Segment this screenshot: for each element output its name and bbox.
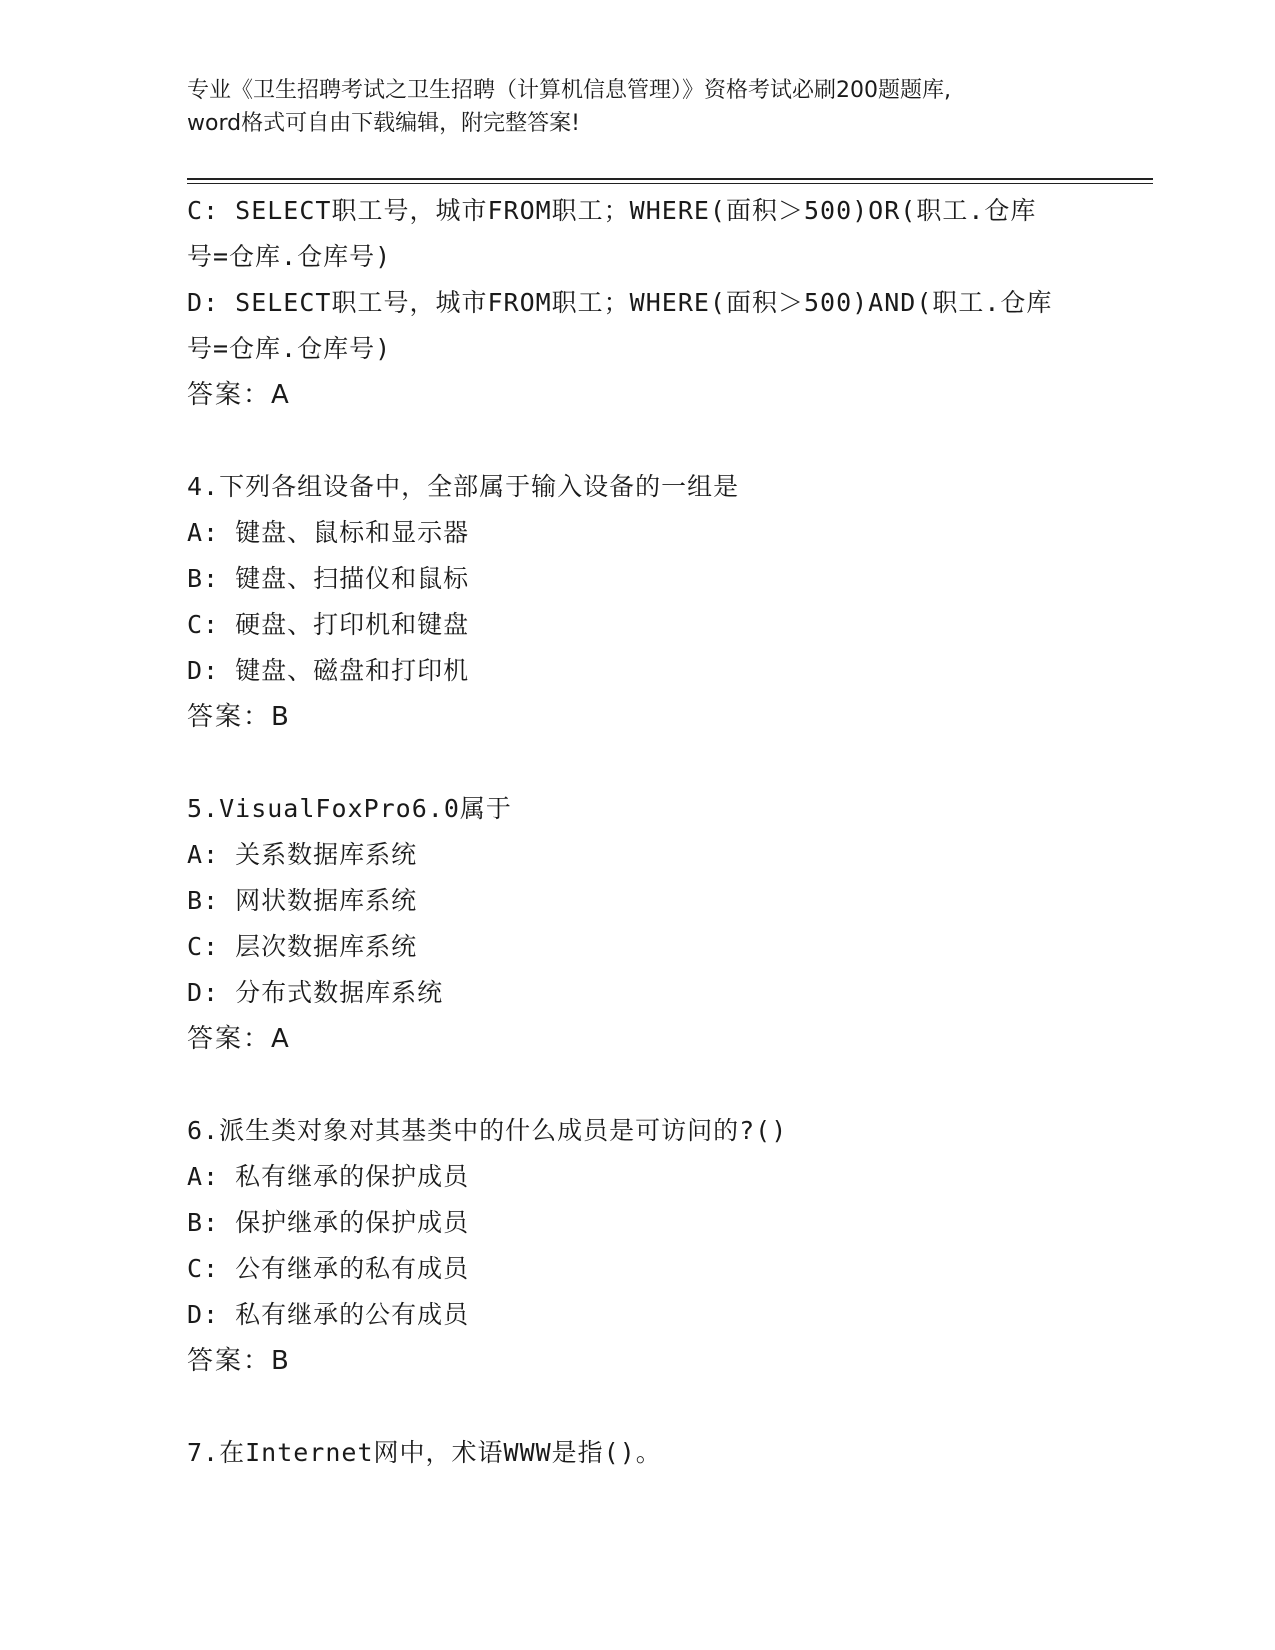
spacer — [187, 740, 1087, 786]
option-b: B: 网状数据库系统 — [187, 886, 418, 915]
header-title-line-1: 专业《卫生招聘考试之卫生招聘（计算机信息管理）》资格考试必刷200题题库, — [187, 78, 951, 103]
question-stem: 7.在Internet网中，术语WWW是指()。 — [187, 1438, 662, 1467]
option-c: C: 硬盘、打印机和键盘 — [187, 610, 470, 639]
answer-line: 答案：B — [187, 1346, 291, 1376]
option-line: C: SELECT职工号，城市FROM职工；WHERE(面积＞500)OR(职工.仓库 — [187, 196, 1037, 225]
option-b: B: 键盘、扫描仪和鼠标 — [187, 564, 470, 593]
option-a: A: 关系数据库系统 — [187, 840, 418, 869]
option-d: D: 分布式数据库系统 — [187, 978, 444, 1007]
answer-line: 答案：B — [187, 702, 291, 732]
option-line: D: SELECT职工号，城市FROM职工；WHERE(面积＞500)AND(职工.仓库 — [187, 288, 1053, 317]
question-stem: 5.VisualFoxPro6.0属于 — [187, 794, 512, 823]
question-3-continued — [187, 188, 1087, 418]
option-a: A: 私有继承的保护成员 — [187, 1162, 470, 1191]
spacer — [187, 1384, 1087, 1430]
option-line: 号=仓库.仓库号) — [187, 334, 392, 363]
spacer — [187, 418, 1087, 464]
option-c: C: 层次数据库系统 — [187, 932, 418, 961]
spacer — [187, 1062, 1087, 1108]
option-c: C: 公有继承的私有成员 — [187, 1254, 470, 1283]
answer-line: 答案：A — [187, 1024, 291, 1054]
answer-line: 答案：A — [187, 380, 291, 410]
option-b: B: 保护继承的保护成员 — [187, 1208, 470, 1237]
document-header — [187, 74, 1087, 140]
header-title-line-2: word格式可自由下载编辑，附完整答案! — [187, 111, 580, 136]
question-4 — [187, 464, 1087, 740]
option-d: D: 键盘、磁盘和打印机 — [187, 656, 470, 685]
option-d: D: 私有继承的公有成员 — [187, 1300, 470, 1329]
option-line: 号=仓库.仓库号) — [187, 242, 392, 271]
question-7 — [187, 1430, 1087, 1476]
option-a: A: 键盘、鼠标和显示器 — [187, 518, 470, 547]
header-divider-thin — [187, 183, 1153, 184]
question-5 — [187, 786, 1087, 1062]
question-6 — [187, 1108, 1087, 1384]
question-stem: 6.派生类对象对其基类中的什么成员是可访问的?() — [187, 1116, 788, 1145]
question-stem: 4.下列各组设备中，全部属于输入设备的一组是 — [187, 472, 740, 501]
question-list — [187, 188, 1087, 1476]
header-divider-thick — [187, 178, 1153, 180]
